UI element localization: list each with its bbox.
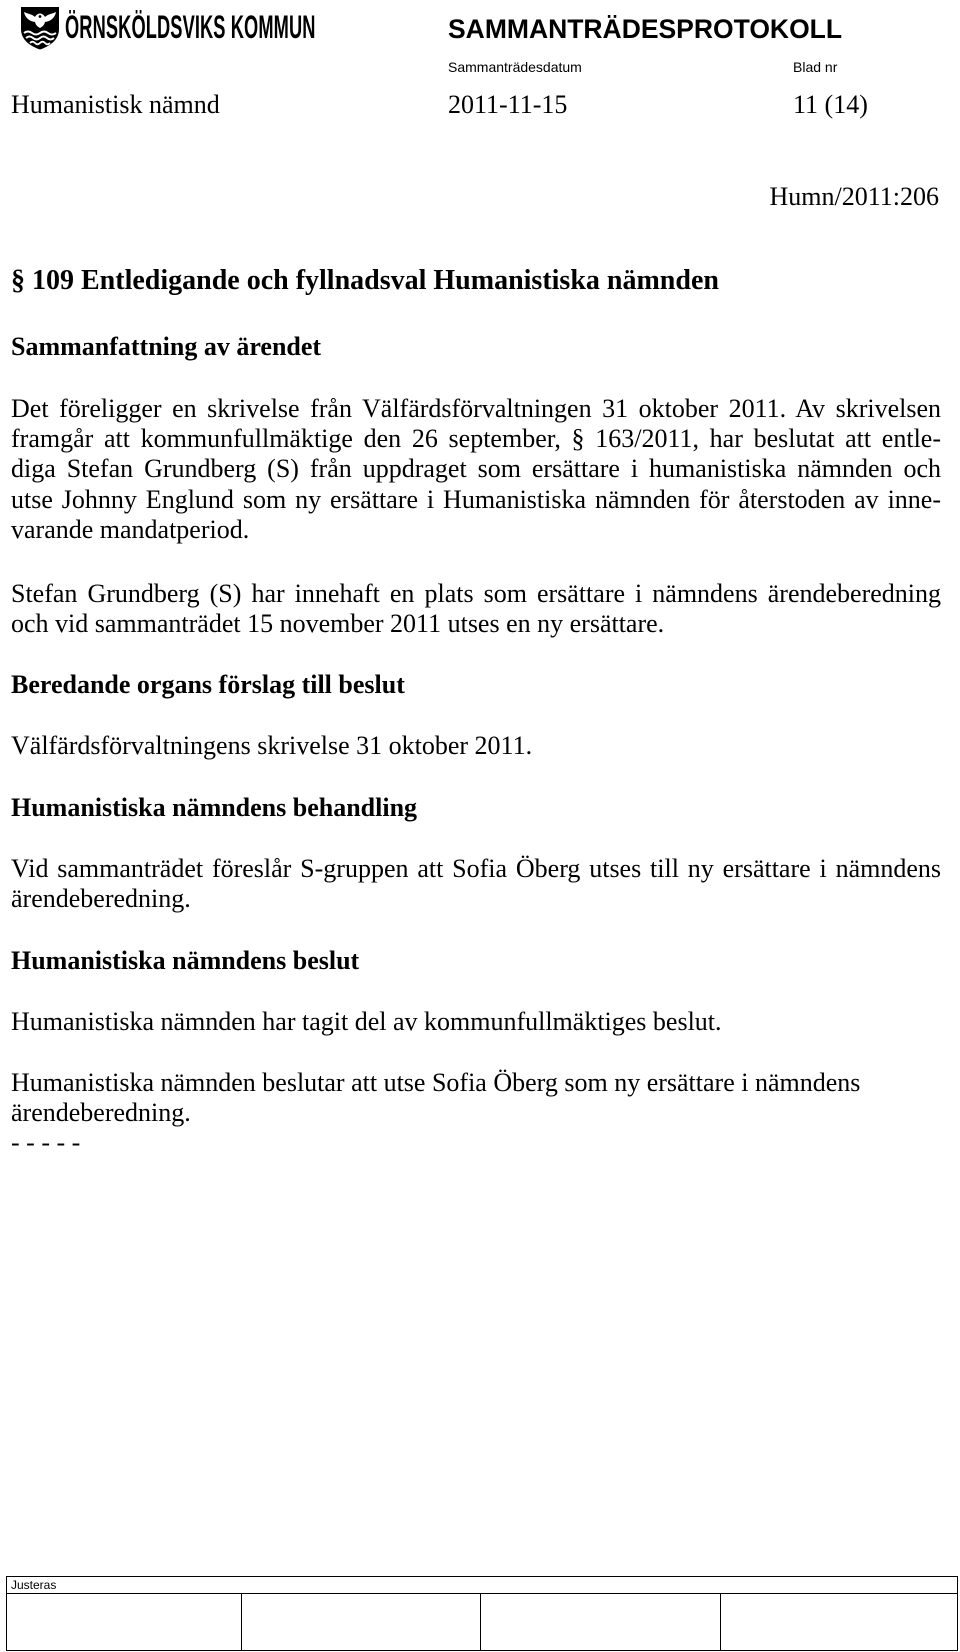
summary-paragraph-2	[11, 579, 941, 639]
end-marker: - - - - -	[11, 1128, 81, 1158]
table-column-divider	[480, 1593, 481, 1650]
document-type-title: SAMMANTRÄDESPROTOKOLL	[448, 14, 843, 44]
text-line: Välfärdsförvaltningens skrivelse 31 oktober 2011.	[11, 731, 533, 760]
text-line: varande mandatperiod.	[11, 514, 250, 544]
summary-paragraph	[11, 394, 941, 545]
municipality-crest-icon	[19, 5, 61, 51]
text-line: Vid sammanträdet föreslår S-gruppen att Sofia Öberg utses till ny ersättare i nämndens	[11, 854, 941, 883]
proposal-heading: Beredande organs förslag till beslut	[11, 670, 405, 699]
text-line: Humanistiska nämnden beslutar att utse Sofia Öberg som ny ersättare i nämndens	[11, 1068, 861, 1097]
page-number-label: Blad nr	[793, 59, 838, 75]
text-line: Humanistiska nämnden har tagit del av kommunfullmäktiges beslut.	[11, 1007, 722, 1036]
table-column-divider	[241, 1593, 242, 1650]
table-column-divider	[720, 1593, 721, 1650]
meeting-date: 2011-11-15	[448, 90, 568, 119]
page-number: 11 (14)	[793, 90, 868, 119]
text-line: ärendeberedning.	[11, 884, 191, 914]
committee-name: Humanistisk nämnd	[11, 90, 220, 119]
treatment-heading: Humanistiska nämndens behandling	[11, 793, 418, 822]
decision-paragraph-2	[11, 1068, 941, 1159]
text-line: Det föreligger en skrivelse från Välfärdsförvaltningen 31 oktober 2011. Av skrivelsen	[11, 394, 941, 423]
table-divider	[7, 1593, 957, 1594]
text-line: diga Stefan Grundberg (S) från uppdraget som ersättare i humanistiska nämnden och	[11, 454, 941, 484]
text-line: ärendeberedning.	[11, 1098, 191, 1128]
decision-paragraph	[11, 1007, 941, 1037]
text-line: framgår att kommunfullmäktige den 26 september, § 163/2011, har beslutat att entle-	[11, 424, 941, 454]
proposal-paragraph	[11, 731, 941, 761]
municipality-logo-text: ÖRNSKÖLDSVIKS KOMMUN	[65, 9, 316, 45]
decision-heading: Humanistiska nämndens beslut	[11, 946, 360, 975]
treatment-paragraph	[11, 854, 941, 914]
section-title: § 109 Entledigande och fyllnadsval Humanistiska nämnden	[11, 265, 719, 296]
verification-label: Justeras	[11, 1578, 57, 1592]
meeting-date-label: Sammanträdesdatum	[448, 59, 582, 75]
text-line: och vid sammanträdet 15 november 2011 utses en ny ersättare.	[11, 609, 665, 639]
text-line: Stefan Grundberg (S) har innehaft en plats som ersättare i nämndens ärendeberedning	[11, 579, 941, 608]
text-line: utse Johnny Englund som ny ersättare i Humanistiska nämnden för återstoden av inne-	[11, 484, 941, 514]
verification-signature-table	[6, 1576, 958, 1651]
summary-heading: Sammanfattning av ärendet	[11, 332, 322, 361]
case-number: Humn/2011:206	[769, 182, 939, 211]
